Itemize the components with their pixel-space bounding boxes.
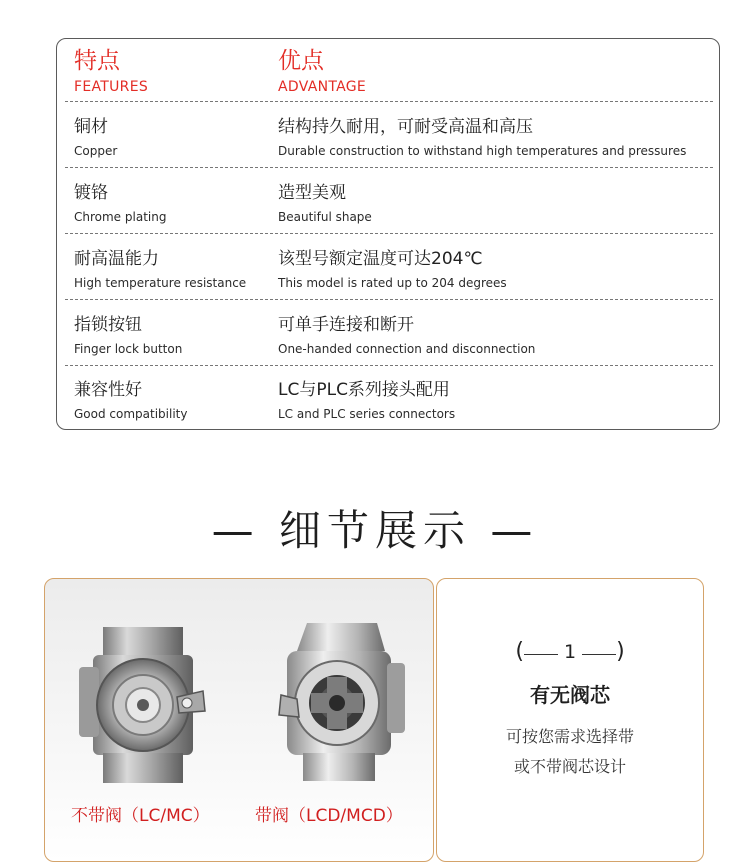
advantage-cn: 结构持久耐用，可耐受高温和高压 — [278, 117, 533, 137]
underline-decoration — [524, 654, 558, 655]
advantage-cn: 造型美观 — [278, 183, 346, 203]
advantage-cn: 可单手连接和断开 — [278, 315, 414, 335]
table-header — [57, 39, 719, 101]
feature-name-en: Good compatibility — [74, 407, 188, 421]
features-table — [56, 38, 720, 430]
table-row — [57, 233, 719, 299]
caption-without-valve: 不带阀（LC/MC） — [71, 806, 210, 826]
feature-name-en: Finger lock button — [74, 342, 183, 356]
feature-name-cn: 耐高温能力 — [74, 249, 159, 269]
feature-name-en: High temperature resistance — [74, 276, 247, 290]
features-heading-en: FEATURES — [74, 79, 149, 95]
feature-number: 1 — [563, 641, 577, 663]
feature-name-en: Chrome plating — [74, 210, 167, 224]
feature-name-cn: 镀铬 — [74, 183, 108, 203]
coupling-with-valve-image — [267, 623, 417, 783]
feature-name-cn: 指锁按钮 — [74, 315, 142, 335]
underline-decoration — [582, 654, 616, 655]
advantage-cn: LC与PLC系列接头配用 — [278, 380, 450, 400]
table-row — [57, 167, 719, 233]
section-title: — 细节展示 — — [211, 506, 539, 555]
feature-number-badge — [437, 639, 703, 664]
advantage-en: Durable construction to withstand high temperatures and pressures — [278, 144, 687, 158]
feature-title: 有无阀芯 — [530, 683, 610, 707]
detail-text-panel — [436, 578, 704, 862]
caption-with-valve: 带阀（LCD/MCD） — [255, 806, 403, 826]
feature-name-en: Copper — [74, 144, 118, 158]
detail-photo-panel — [44, 578, 434, 862]
advantage-heading-cn: 优点 — [278, 48, 324, 74]
feature-description-line-2: 或不带阀芯设计 — [513, 757, 626, 776]
advantage-en: This model is rated up to 204 degrees — [278, 276, 507, 290]
advantage-en: LC and PLC series connectors — [278, 407, 456, 421]
feature-name-cn: 铜材 — [74, 117, 108, 137]
feature-description-line-1: 可按您需求选择带 — [505, 727, 634, 746]
advantage-cn: 该型号额定温度可达204℃ — [278, 249, 483, 269]
right-bracket-icon: ) — [616, 639, 625, 664]
coupling-without-valve-image — [75, 627, 225, 787]
table-row — [57, 299, 719, 365]
table-row — [57, 365, 719, 429]
advantage-en: One-handed connection and disconnection — [278, 342, 536, 356]
left-bracket-icon: ( — [515, 639, 524, 664]
advantage-heading-en: ADVANTAGE — [278, 79, 367, 95]
features-heading-cn: 特点 — [74, 48, 120, 74]
advantage-en: Beautiful shape — [278, 210, 372, 224]
table-row — [57, 101, 719, 167]
feature-name-cn: 兼容性好 — [74, 380, 142, 400]
